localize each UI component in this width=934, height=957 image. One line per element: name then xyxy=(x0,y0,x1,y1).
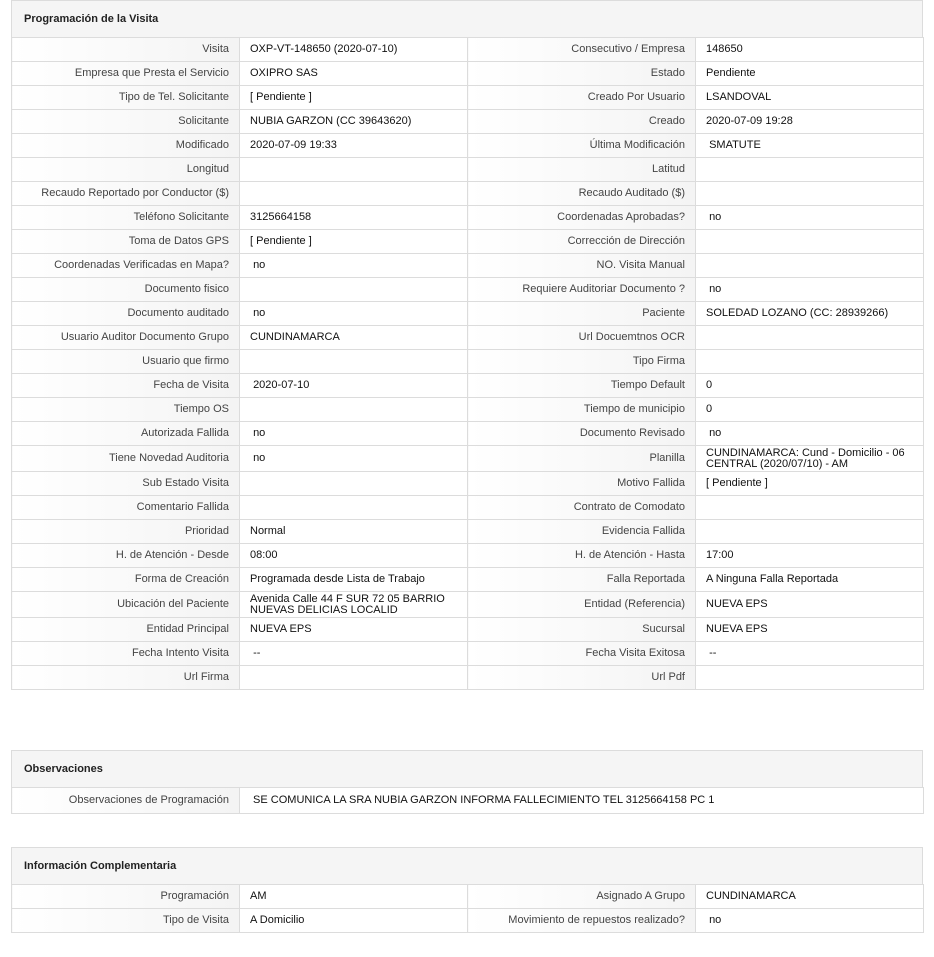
field-label: Tiempo Default xyxy=(468,374,696,398)
field-value: NUBIA GARZON (CC 39643620) xyxy=(240,110,468,134)
table-row xyxy=(12,618,924,642)
field-value xyxy=(696,182,924,206)
table-row xyxy=(12,520,924,544)
field-label: Solicitante xyxy=(12,110,240,134)
field-label: Toma de Datos GPS xyxy=(12,230,240,254)
field-label: Tipo de Visita xyxy=(12,909,240,933)
field-value: Avenida Calle 44 F SUR 72 05 BARRIO NUEVAS DELICIAS LOCALID xyxy=(240,592,468,618)
field-value: A Domicilio xyxy=(240,909,468,933)
field-label: Evidencia Fallida xyxy=(468,520,696,544)
field-label: Latitud xyxy=(468,158,696,182)
field-label: H. de Atención - Hasta xyxy=(468,544,696,568)
field-label: Recaudo Auditado ($) xyxy=(468,182,696,206)
field-value: AM xyxy=(240,885,468,909)
field-value xyxy=(696,158,924,182)
field-label: Tiene Novedad Auditoria xyxy=(12,446,240,472)
field-label: Tipo de Tel. Solicitante xyxy=(12,86,240,110)
field-value xyxy=(240,398,468,422)
field-label: Tipo Firma xyxy=(468,350,696,374)
field-label: Paciente xyxy=(468,302,696,326)
field-value xyxy=(240,158,468,182)
field-value: CUNDINAMARCA xyxy=(696,885,924,909)
field-label: NO. Visita Manual xyxy=(468,254,696,278)
field-label: Usuario Auditor Documento Grupo xyxy=(12,326,240,350)
field-value: [ Pendiente ] xyxy=(696,472,924,496)
field-value: OXP-VT-148650 (2020-07-10) xyxy=(240,38,468,62)
field-label: Empresa que Presta el Servicio xyxy=(12,62,240,86)
complementaria-table xyxy=(11,884,924,933)
complementaria-title: Información Complementaria xyxy=(11,847,923,884)
field-value: no xyxy=(240,254,468,278)
table-row xyxy=(12,206,924,230)
field-value: SOLEDAD LOZANO (CC: 28939266) xyxy=(696,302,924,326)
table-row xyxy=(12,326,924,350)
field-label: Movimiento de repuestos realizado? xyxy=(468,909,696,933)
table-row xyxy=(12,254,924,278)
table-row xyxy=(12,278,924,302)
field-value xyxy=(696,496,924,520)
field-value: NUEVA EPS xyxy=(696,592,924,618)
table-row xyxy=(12,885,924,909)
field-label: Entidad Principal xyxy=(12,618,240,642)
observaciones-label: Observaciones de Programación xyxy=(12,788,240,814)
field-label: Documento Revisado xyxy=(468,422,696,446)
field-label: Sub Estado Visita xyxy=(12,472,240,496)
field-label: Creado Por Usuario xyxy=(468,86,696,110)
table-row xyxy=(12,398,924,422)
field-label: Fecha Visita Exitosa xyxy=(468,642,696,666)
field-value: Pendiente xyxy=(696,62,924,86)
programacion-title: Programación de la Visita xyxy=(11,0,923,37)
field-label: Tiempo de municipio xyxy=(468,398,696,422)
field-value xyxy=(696,326,924,350)
field-value: no xyxy=(696,278,924,302)
field-value: OXIPRO SAS xyxy=(240,62,468,86)
field-value xyxy=(240,182,468,206)
table-row xyxy=(12,62,924,86)
field-value: Normal xyxy=(240,520,468,544)
field-label: Comentario Fallida xyxy=(12,496,240,520)
field-value: 3125664158 xyxy=(240,206,468,230)
field-value: 17:00 xyxy=(696,544,924,568)
field-value: LSANDOVAL xyxy=(696,86,924,110)
field-value: -- xyxy=(240,642,468,666)
programacion-table xyxy=(11,37,924,690)
table-row xyxy=(12,909,924,933)
field-label: Visita xyxy=(12,38,240,62)
table-row xyxy=(12,446,924,472)
table-row xyxy=(12,788,924,814)
field-label: H. de Atención - Desde xyxy=(12,544,240,568)
field-label: Estado xyxy=(468,62,696,86)
field-label: Sucursal xyxy=(468,618,696,642)
programacion-panel xyxy=(11,0,923,690)
field-label: Requiere Auditoriar Documento ? xyxy=(468,278,696,302)
table-row xyxy=(12,374,924,398)
field-value: 148650 xyxy=(696,38,924,62)
field-label: Recaudo Reportado por Conductor ($) xyxy=(12,182,240,206)
table-row xyxy=(12,38,924,62)
observaciones-title: Observaciones xyxy=(11,750,923,787)
field-value: Programada desde Lista de Trabajo xyxy=(240,568,468,592)
field-label: Url Firma xyxy=(12,666,240,690)
field-label: Fecha de Visita xyxy=(12,374,240,398)
field-label: Motivo Fallida xyxy=(468,472,696,496)
field-label: Autorizada Fallida xyxy=(12,422,240,446)
field-label: Corrección de Dirección xyxy=(468,230,696,254)
field-value: [ Pendiente ] xyxy=(240,230,468,254)
field-value: 0 xyxy=(696,374,924,398)
field-value xyxy=(696,350,924,374)
field-value xyxy=(240,472,468,496)
field-value: 2020-07-09 19:28 xyxy=(696,110,924,134)
table-row xyxy=(12,472,924,496)
field-value: 2020-07-10 xyxy=(240,374,468,398)
field-label: Tiempo OS xyxy=(12,398,240,422)
field-value: CUNDINAMARCA: Cund - Domicilio - 06 CENTRAL (2020/07/10) - AM xyxy=(696,446,924,472)
field-label: Url Docuemtnos OCR xyxy=(468,326,696,350)
field-value xyxy=(696,254,924,278)
field-value: 2020-07-09 19:33 xyxy=(240,134,468,158)
field-value: [ Pendiente ] xyxy=(240,86,468,110)
field-label: Coordenadas Verificadas en Mapa? xyxy=(12,254,240,278)
field-value: no xyxy=(240,446,468,472)
table-row xyxy=(12,350,924,374)
field-label: Usuario que firmo xyxy=(12,350,240,374)
field-value xyxy=(240,496,468,520)
table-row xyxy=(12,568,924,592)
field-label: Coordenadas Aprobadas? xyxy=(468,206,696,230)
field-label: Teléfono Solicitante xyxy=(12,206,240,230)
field-value xyxy=(696,520,924,544)
field-value xyxy=(696,230,924,254)
field-value: 08:00 xyxy=(240,544,468,568)
table-row xyxy=(12,592,924,618)
field-label: Ubicación del Paciente xyxy=(12,592,240,618)
field-value: -- xyxy=(696,642,924,666)
field-label: Contrato de Comodato xyxy=(468,496,696,520)
field-label: Forma de Creación xyxy=(12,568,240,592)
field-value xyxy=(696,666,924,690)
field-label: Programación xyxy=(12,885,240,909)
table-row xyxy=(12,422,924,446)
table-row xyxy=(12,158,924,182)
table-row xyxy=(12,666,924,690)
observaciones-panel xyxy=(11,750,923,814)
field-label: Entidad (Referencia) xyxy=(468,592,696,618)
table-row xyxy=(12,302,924,326)
field-value xyxy=(240,278,468,302)
field-value: no xyxy=(240,422,468,446)
field-label: Planilla xyxy=(468,446,696,472)
table-row xyxy=(12,642,924,666)
table-row xyxy=(12,496,924,520)
field-label: Url Pdf xyxy=(468,666,696,690)
field-value: NUEVA EPS xyxy=(696,618,924,642)
field-value: 0 xyxy=(696,398,924,422)
field-label: Modificado xyxy=(12,134,240,158)
field-value: no xyxy=(696,909,924,933)
field-label: Creado xyxy=(468,110,696,134)
observaciones-table xyxy=(11,787,924,814)
field-label: Longitud xyxy=(12,158,240,182)
field-label: Asignado A Grupo xyxy=(468,885,696,909)
table-row xyxy=(12,134,924,158)
field-value: NUEVA EPS xyxy=(240,618,468,642)
table-row xyxy=(12,544,924,568)
field-label: Prioridad xyxy=(12,520,240,544)
complementaria-panel xyxy=(11,847,923,933)
observaciones-value: SE COMUNICA LA SRA NUBIA GARZON INFORMA FALLECIMIENTO TEL 3125664158 PC 1 xyxy=(240,788,924,814)
table-row xyxy=(12,230,924,254)
field-value xyxy=(240,666,468,690)
table-row xyxy=(12,86,924,110)
table-row xyxy=(12,182,924,206)
field-label: Documento fisico xyxy=(12,278,240,302)
field-value: CUNDINAMARCA xyxy=(240,326,468,350)
field-label: Documento auditado xyxy=(12,302,240,326)
field-value: A Ninguna Falla Reportada xyxy=(696,568,924,592)
field-value: no xyxy=(696,422,924,446)
field-label: Fecha Intento Visita xyxy=(12,642,240,666)
field-value xyxy=(240,350,468,374)
field-value: no xyxy=(696,206,924,230)
field-label: Última Modificación xyxy=(468,134,696,158)
field-value: no xyxy=(240,302,468,326)
field-value: SMATUTE xyxy=(696,134,924,158)
field-label: Falla Reportada xyxy=(468,568,696,592)
table-row xyxy=(12,110,924,134)
field-label: Consecutivo / Empresa xyxy=(468,38,696,62)
